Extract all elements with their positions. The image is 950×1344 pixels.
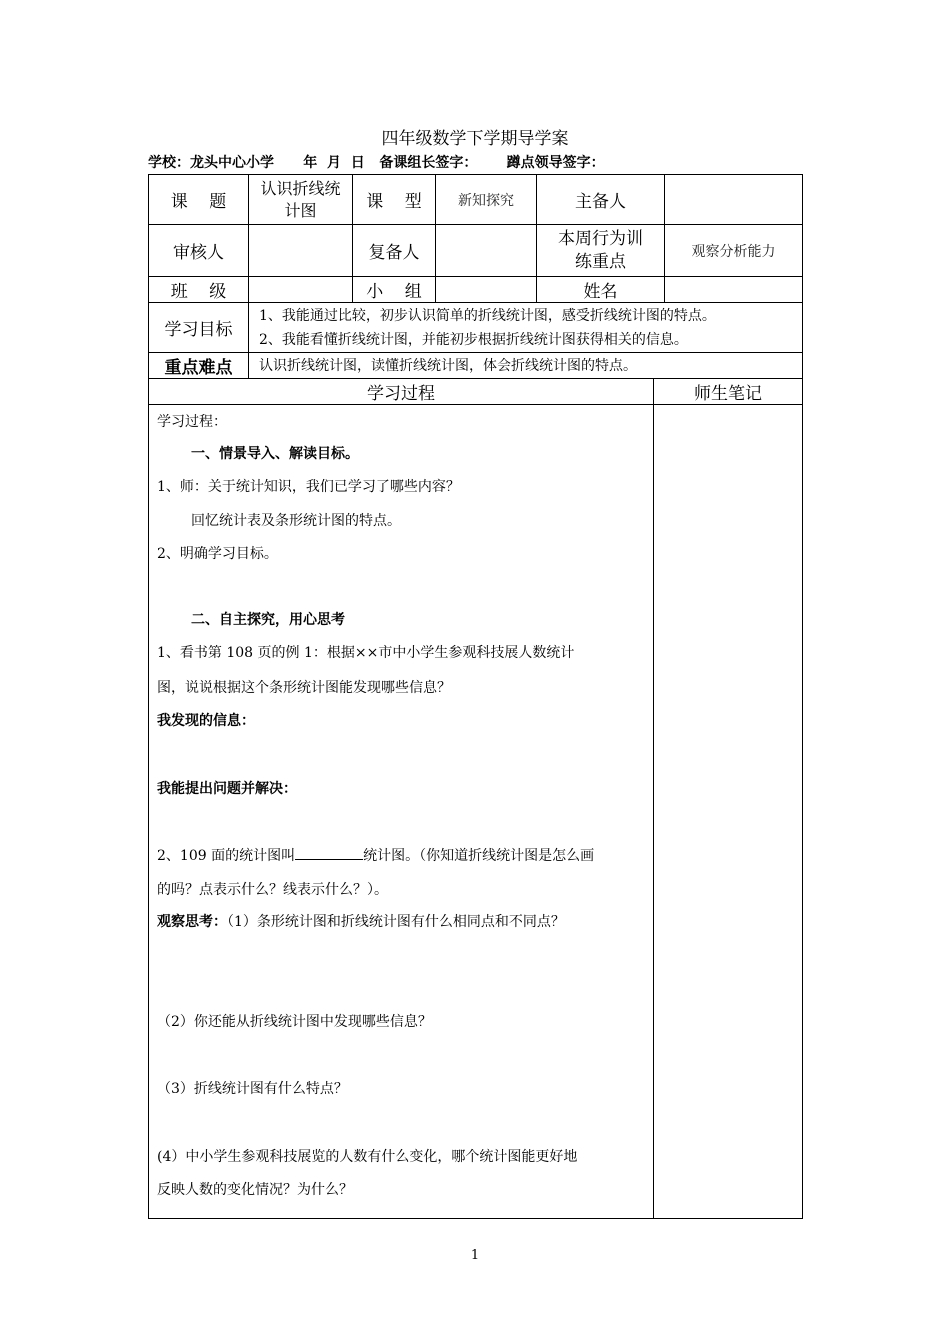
name-label: 姓名 xyxy=(537,277,665,303)
notes-content[interactable] xyxy=(654,405,803,1219)
section-heading xyxy=(191,609,345,629)
key-points-label: 重点难点 xyxy=(149,353,249,379)
leader-sign-label: 蹲点领导签字： xyxy=(506,155,605,171)
notes-header: 师生笔记 xyxy=(654,379,803,405)
process-header: 学习过程 xyxy=(149,379,654,405)
question-text: 1、师：关于统计知识，我们已学习了哪些内容？ xyxy=(157,479,460,495)
observe-label: 观察思考： xyxy=(157,914,227,930)
observe-question: 反映人数的变化情况？为什么？ xyxy=(157,1182,353,1198)
class-value xyxy=(249,277,353,303)
observe-question: （1）条形统计图和折线统计图有什么相同点和不同点？ xyxy=(227,914,565,930)
co-preparer-value xyxy=(436,225,537,277)
weekly-focus-label: 本周行为训练重点 xyxy=(537,225,665,277)
goals-cell xyxy=(249,303,803,353)
goal-item: 2、我能看懂折线统计图，并能初步根据折线统计图获得相关的信息。 xyxy=(259,331,688,348)
question-text-part: 统计图。（你知道折线统计图是怎么画 xyxy=(363,848,595,864)
group-label: 小 组 xyxy=(353,277,436,303)
observe-question: (4）中小学生参观科技展览的人数有什么变化，哪个统计图能更好地 xyxy=(157,1149,578,1165)
question-text: 的吗？点表示什么？线表示什么？）。 xyxy=(157,882,388,898)
lesson-plan-table xyxy=(148,174,803,1219)
question-text xyxy=(157,845,594,865)
school-label: 学校：龙头中心小学 xyxy=(148,155,274,171)
goal-item: 1、我能通过比较，初步认识简单的折线统计图，感受折线统计图的特点。 xyxy=(259,307,716,324)
class-label: 班 级 xyxy=(149,277,249,303)
question-text: 图，说说根据这个条形统计图能发现哪些信息？ xyxy=(157,680,451,696)
type-label: 课 型 xyxy=(353,175,436,225)
question-text: 回忆统计表及条形统计图的特点。 xyxy=(191,513,401,529)
group-sign-label: 备课组长签字： xyxy=(379,155,478,171)
section-heading: 一、情景导入、解读目标。 xyxy=(191,446,359,462)
process-intro: 学习过程： xyxy=(157,414,227,430)
question-text-part: 2、109 面的统计图叫 xyxy=(157,848,296,864)
page-title: 四年级数学下学期导学案 xyxy=(381,129,569,149)
co-preparer-label: 复备人 xyxy=(353,225,436,277)
key-points-value: 认识折线统计图，读懂折线统计图，体会折线统计图的特点。 xyxy=(249,353,803,379)
goals-label: 学习目标 xyxy=(149,303,249,353)
found-info-label: 我发现的信息： xyxy=(157,713,255,729)
topic-value: 认识折线统计图 xyxy=(249,175,353,225)
observe-line xyxy=(157,911,565,931)
reviewer-value xyxy=(249,225,353,277)
observe-question: （3）折线统计图有什么特点？ xyxy=(157,1081,348,1097)
type-value: 新知探究 xyxy=(436,175,537,225)
observe-question: （2）你还能从折线统计图中发现哪些信息？ xyxy=(157,1014,432,1030)
reviewer-label: 审核人 xyxy=(149,225,249,277)
fill-blank[interactable] xyxy=(295,845,363,860)
weekly-focus-value: 观察分析能力 xyxy=(665,225,803,277)
ask-question-label: 我能提出问题并解决： xyxy=(157,781,297,797)
preparer-value xyxy=(665,175,803,225)
header-meta-line xyxy=(148,152,605,172)
topic-label: 课 题 xyxy=(149,175,249,225)
group-value xyxy=(436,277,537,303)
question-text: 1、看书第 108 页的例 1：根据××市中小学生参观科技展人数统计 xyxy=(157,645,575,661)
page-number: 1 xyxy=(470,1248,480,1263)
preparer-label: 主备人 xyxy=(537,175,665,225)
date-label: 年 月 日 xyxy=(303,155,365,171)
process-content xyxy=(149,405,654,1219)
question-text: 2、明确学习目标。 xyxy=(157,546,278,562)
name-value xyxy=(665,277,803,303)
section-heading-text: 二、自主探究，用心思考 xyxy=(191,612,345,628)
